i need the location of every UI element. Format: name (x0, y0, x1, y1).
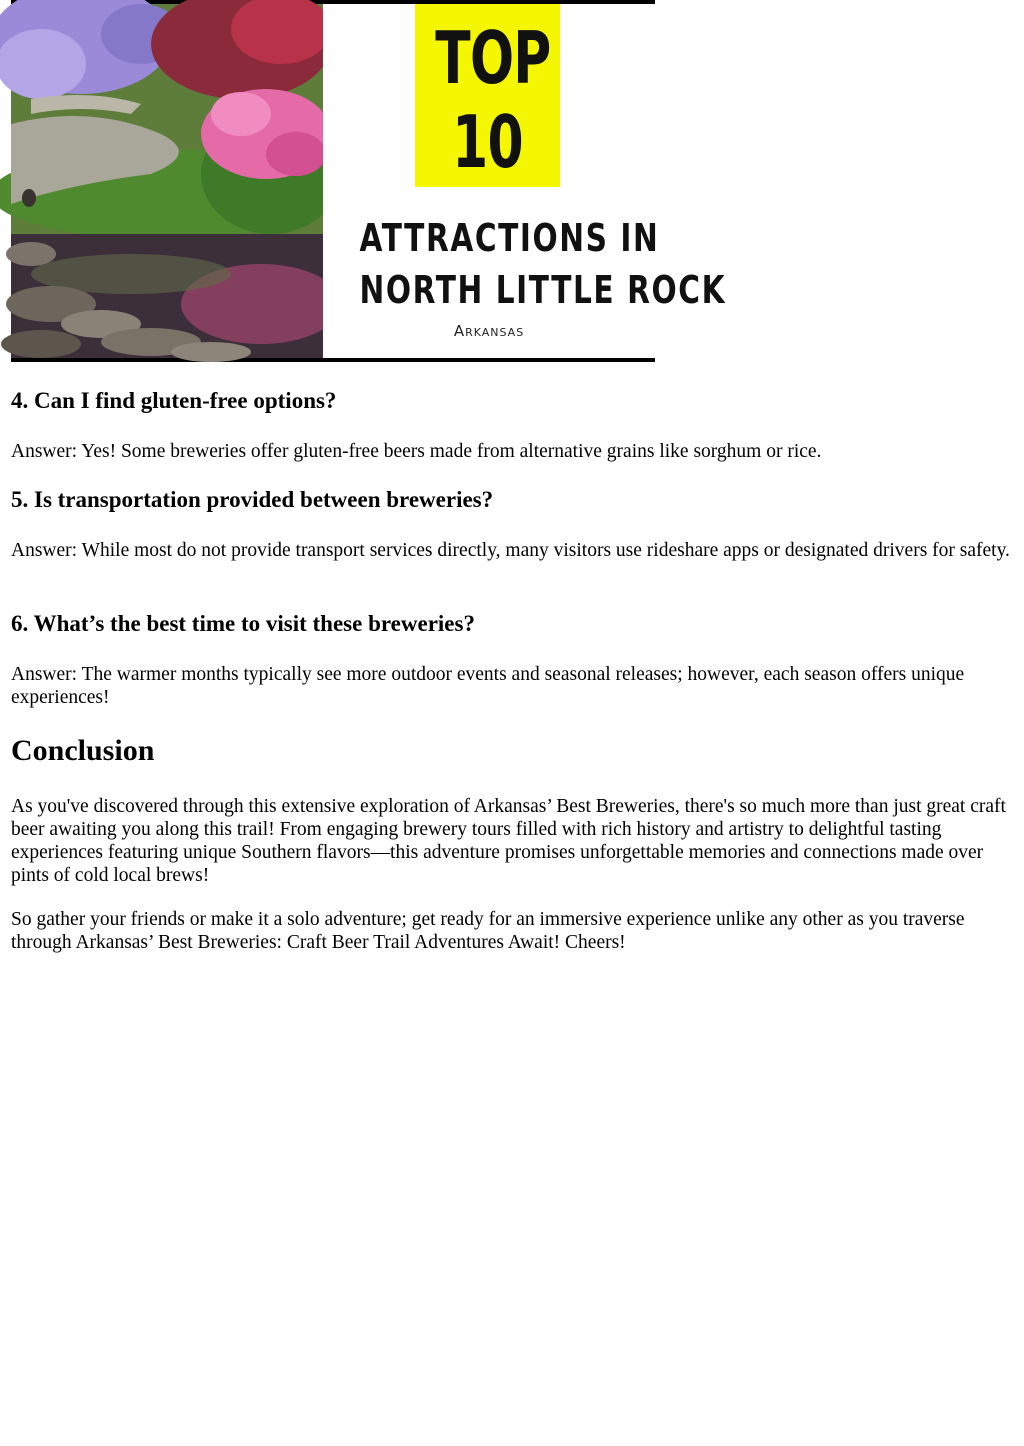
conclusion-heading: Conclusion (11, 734, 155, 767)
hero-image (11, 0, 727, 362)
faq-answer-6: Answer: The warmer months typically see more outdoor events and seasonal releases; however, each season offers unique experiences! (11, 664, 965, 708)
article-content (11, 0, 1013, 953)
top-ten-badge (415, 4, 560, 187)
top-label: TOP (435, 16, 551, 100)
hero-text-panel (323, 4, 727, 358)
faq-question-4: 4. Can I find gluten-free options? (11, 388, 337, 413)
faq-question-5: 5. Is transportation provided between breweries? (11, 487, 494, 512)
faq-answer-5: Answer: While most do not provide transport services directly, many visitors use rideshare apps or designated drivers for safety. (11, 540, 1010, 561)
faq-answer-4: Answer: Yes! Some breweries offer gluten-free beers made from alternative grains like sorghum or rice. (11, 441, 822, 462)
state-label: Arkansas (453, 322, 525, 340)
number-label: 10 (452, 100, 523, 184)
attractions-line: ATTRACTIONS IN (359, 216, 660, 260)
faq-question-6: 6. What’s the best time to visit these breweries? (11, 611, 475, 636)
garden-photo (11, 4, 323, 358)
conclusion-paragraph-1: As you've discovered through this extensive exploration of Arkansas’ Best Breweries, there's so much more than just great craft beer awaiting you along this trail! From engaging brewery tours filled with rich history and artistry to delightful tasting experiences featuring unique Southern flavors—this adventure promises unforgettable memories and connections made over pints of cold local brews! (11, 796, 1006, 886)
city-line: NORTH LITTLE ROCK (359, 268, 727, 312)
conclusion-paragraph-2: So gather your friends or make it a solo adventure; get ready for an immersive experience unlike any other as you traverse through Arkansas’ Best Breweries: Craft Beer Trail Adventures Await! Cheers! (11, 909, 965, 953)
